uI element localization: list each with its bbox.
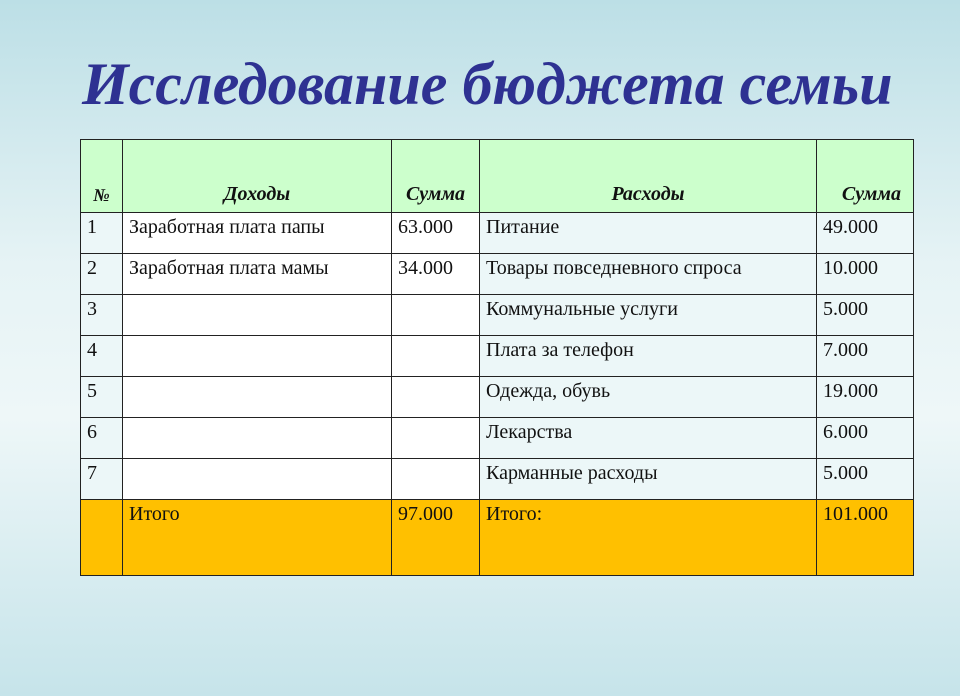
row-number: 6 — [81, 418, 123, 459]
expense-sum: 5.000 — [817, 295, 914, 336]
income-sum — [392, 418, 480, 459]
expense-sum: 19.000 — [817, 377, 914, 418]
expense-name: Одежда, обувь — [480, 377, 817, 418]
total-expense-sum: 101.000 — [817, 500, 914, 576]
total-income-label: Итого — [123, 500, 392, 576]
table-row — [81, 459, 914, 500]
income-name — [123, 377, 392, 418]
table-row — [81, 336, 914, 377]
row-number: 3 — [81, 295, 123, 336]
income-name — [123, 459, 392, 500]
income-sum: 34.000 — [392, 254, 480, 295]
income-sum — [392, 336, 480, 377]
total-expense-label: Итого: — [480, 500, 817, 576]
header-expense-sum: Сумма — [817, 140, 914, 213]
income-sum: 63.000 — [392, 213, 480, 254]
income-name — [123, 336, 392, 377]
income-name — [123, 418, 392, 459]
budget-table — [80, 139, 914, 576]
table-header-row — [81, 140, 914, 213]
income-sum — [392, 459, 480, 500]
income-name — [123, 295, 392, 336]
expense-name: Плата за телефон — [480, 336, 817, 377]
page-title: Исследование бюджета семьи — [82, 51, 893, 117]
expense-sum: 10.000 — [817, 254, 914, 295]
table-row — [81, 377, 914, 418]
income-sum — [392, 295, 480, 336]
expense-name: Лекарства — [480, 418, 817, 459]
expense-name: Питание — [480, 213, 817, 254]
header-income-sum: Сумма — [392, 140, 480, 213]
total-income-sum: 97.000 — [392, 500, 480, 576]
header-income: Доходы — [123, 140, 392, 213]
expense-name: Коммунальные услуги — [480, 295, 817, 336]
table-row — [81, 418, 914, 459]
income-sum — [392, 377, 480, 418]
header-expense: Расходы — [480, 140, 817, 213]
row-number: 7 — [81, 459, 123, 500]
expense-sum: 5.000 — [817, 459, 914, 500]
row-number: 2 — [81, 254, 123, 295]
expense-name: Товары повседневного спроса — [480, 254, 817, 295]
expense-name: Карманные расходы — [480, 459, 817, 500]
income-name: Заработная плата мамы — [123, 254, 392, 295]
expense-sum: 49.000 — [817, 213, 914, 254]
row-number: 5 — [81, 377, 123, 418]
total-number-cell — [81, 500, 123, 576]
expense-sum: 7.000 — [817, 336, 914, 377]
row-number: 4 — [81, 336, 123, 377]
table-row — [81, 213, 914, 254]
total-row — [81, 500, 914, 576]
row-number: 1 — [81, 213, 123, 254]
expense-sum: 6.000 — [817, 418, 914, 459]
header-num: № — [81, 140, 123, 213]
income-name: Заработная плата папы — [123, 213, 392, 254]
table-row — [81, 254, 914, 295]
table-row — [81, 295, 914, 336]
